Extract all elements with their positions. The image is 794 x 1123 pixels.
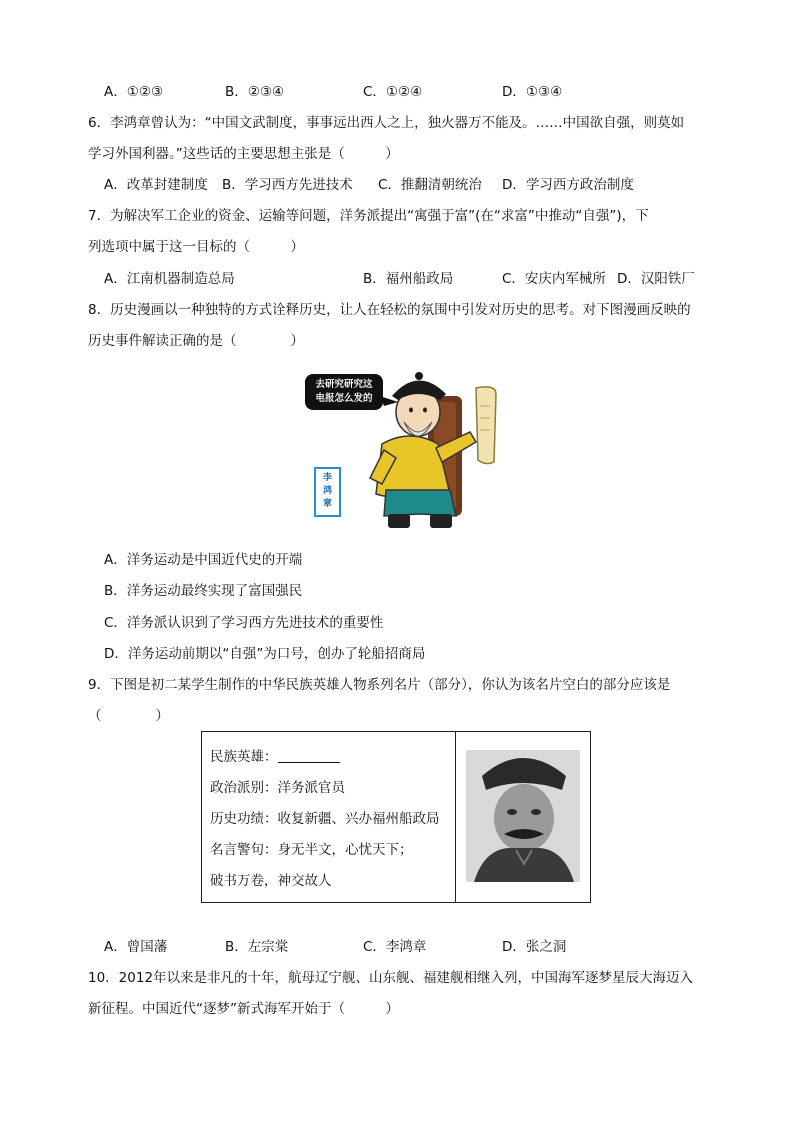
q8-stem-line1: 8．历史漫画以一种独特的方式诠释历史，让人在轻松的氛围中引发对历史的思考。对下图漫画反映的 [88,302,691,318]
q8-option-a: A．洋务运动是中国近代史的开端 [104,552,303,568]
card-motto-line2: 破书万卷，神交故人 [210,873,332,889]
card-hero-row [210,742,455,773]
q6-stem-line2: 学习外国利器。”这些话的主要思想主张是（ ） [88,146,399,162]
q9-option-b: B．左宗棠 [225,939,289,955]
card-hero-label: 民族英雄： [210,749,278,765]
paper-scroll [476,387,496,464]
q10-stem-line1: 10．2012年以来是非凡的十年，航母辽宁舰、山东舰、福建舰相继入列，中国海军逐梦星辰大海迈入 [88,970,694,986]
q7-option-b: B．福州船政局 [363,271,454,287]
bubble-line1: 去研究研究这 [315,379,373,390]
q6-option-d: D．学习西方政治制度 [502,177,634,193]
q8-option-c: C．洋务派认识到了学习西方先进技术的重要性 [104,615,384,631]
q8-option-d: D．洋务运动前期以“自强”为口号，创办了轮船招商局 [104,646,426,662]
bubble-line2: 电报怎么发的 [315,393,373,404]
q5-option-b: B．②③④ [225,84,285,100]
q9-stem-line2: （ ） [88,708,169,724]
hero-name-card [201,731,591,903]
portrait-image [456,732,590,898]
q6-stem-line1: 6．李鸿章曾认为：“中国文武制度，事事远出西人之上，独火器万不能及。……中国欲自强，则莫如 [88,115,685,131]
q9-option-c: C．李鸿章 [363,939,427,955]
name-char-1: 李 [322,473,332,483]
q9-option-a: A．曾国藩 [104,939,168,955]
left-boot [388,514,410,528]
q8-option-b: B．洋务运动最终实现了富国强民 [104,583,303,599]
q7-stem-line1: 7．为解决军工企业的资金、运输等问题，洋务派提出“寓强于富”(在“求富”中推动“自强”)，下 [88,208,649,224]
q7-option-c: C．安庆内军械所 [502,271,606,287]
name-char-3: 章 [322,499,332,509]
q6-option-c: C．推翻清朝统治 [378,177,482,193]
card-achievement: 历史功绩：收复新疆、兴办福州船政局 [210,811,440,827]
name-char-2: 鸿 [322,486,332,496]
card-portrait-cell [456,732,591,903]
q9-stem-line1: 9．下图是初二某学生制作的中华民族英雄人物系列名片（部分），你认为该名片空白的部分应该是 [88,677,671,693]
q7-stem-line2: 列选项中属于这一目标的（ ） [88,239,304,255]
card-hero-blank [278,748,340,763]
right-boot [430,514,452,528]
q8-stem-line2: 历史事件解读正确的是（ ） [88,333,304,349]
card-text-cell [202,732,456,903]
card-motto-line1: 名言警句：身无半文，心忧天下； [210,842,413,858]
name-label-box [314,467,341,517]
q9-option-d: D．张之洞 [502,939,567,955]
teal-trousers [384,490,456,516]
q5-option-a: A．①②③ [104,84,164,100]
q7-option-a: A．江南机器制造总局 [104,271,235,287]
q5-option-d: D．①③④ [502,84,563,100]
q5-option-c: C．①②④ [363,84,423,100]
speech-bubble [305,374,383,410]
q6-option-a: A．改革封建制度 [104,177,208,193]
q10-stem-line2: 新征程。中国近代“逐梦”新式海军开始于（ ） [88,1001,399,1017]
card-faction: 政治派别：洋务派官员 [210,780,345,796]
q6-option-b: B．学习西方先进技术 [222,177,353,193]
q7-option-d: D．汉阳铁厂 [617,271,695,287]
